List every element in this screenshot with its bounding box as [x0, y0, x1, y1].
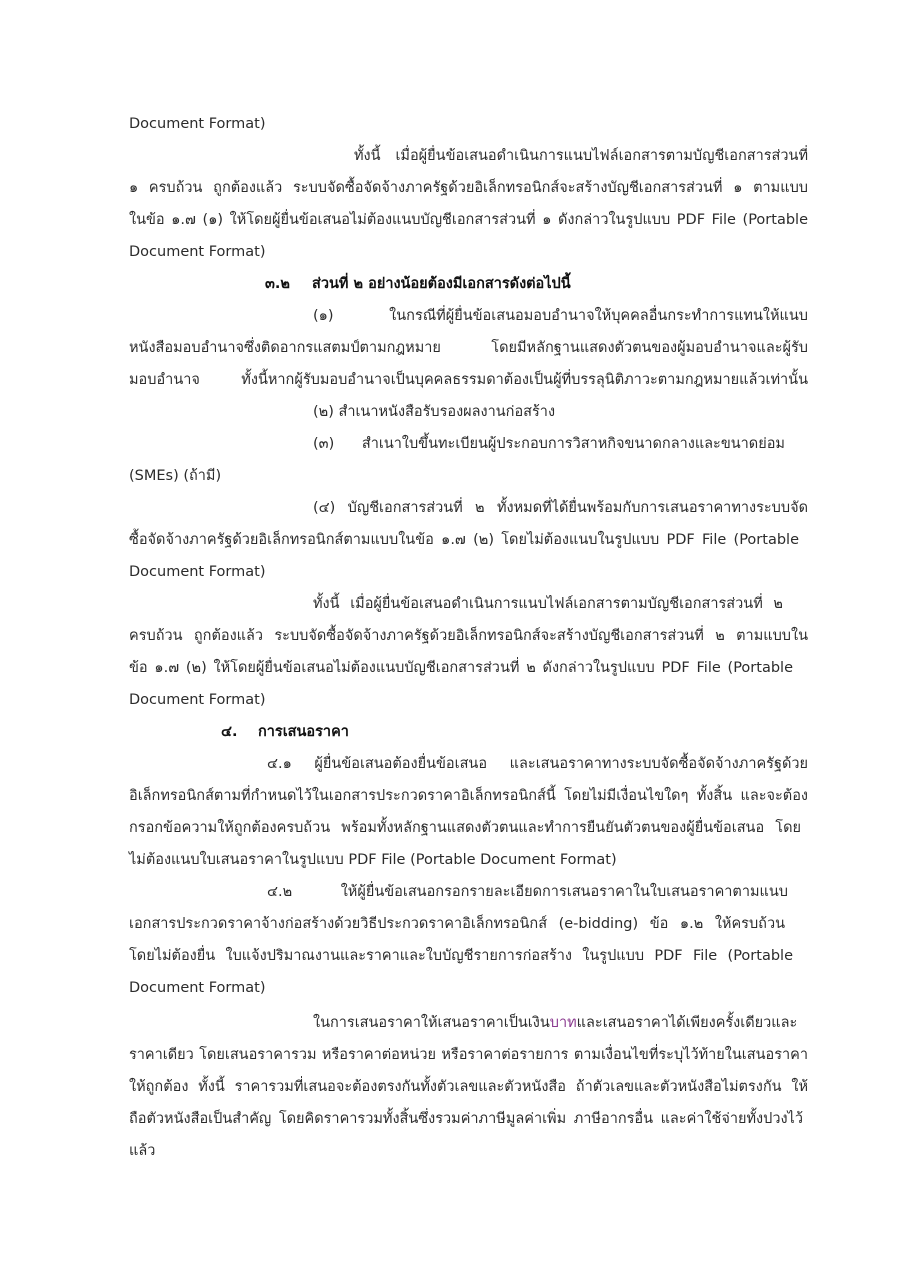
text-line: ถือตัวหนังสือเป็นสำคัญ โดยคิดราคารวมทั้งสิ้นซึ่งรวมค่าภาษีมูลค่าเพิ่ม ภาษีอากรอื่น และค่าใช้จ่ายทั้งปวงไว้	[129, 1111, 803, 1127]
text-line: ให้ถูกต้อง ทั้งนี้ ราคารวมที่เสนอจะต้องตรงกันทั้งตัวเลขและตัวหนังสือ ถ้าตัวเลขและตัวหนังสือไม่ตรงกัน ให้	[129, 1079, 808, 1095]
section-number: ๔.	[221, 724, 238, 740]
text-line: แล้ว	[129, 1143, 156, 1159]
text-line: ทั้งนี้ เมื่อผู้ยื่นข้อเสนอดำเนินการแนบไฟล์เอกสารตามบัญชีเอกสารส่วนที่	[354, 148, 808, 164]
text-line: (๔) บัญชีเอกสารส่วนที่ ๒ ทั้งหมดที่ได้ยื่นพร้อมกับการเสนอราคาทางระบบจัด	[313, 500, 808, 516]
text-line: ทั้งนี้ เมื่อผู้ยื่นข้อเสนอดำเนินการแนบไฟล์เอกสารตามบัญชีเอกสารส่วนที่ ๒	[313, 596, 783, 612]
text-line: ในข้อ ๑.๗ (๑) ให้โดยผู้ยื่นข้อเสนอไม่ต้องแนบบัญชีเอกสารส่วนที่ ๑ ดังกล่าวในรูปแบบ PDF File (Portable	[129, 212, 808, 228]
text-segment: และเสนอราคาได้เพียงครั้งเดียวและ	[576, 1015, 798, 1031]
text-line: ๑ ครบถ้วน ถูกต้องแล้ว ระบบจัดซื้อจัดจ้างภาครัฐด้วยอิเล็กทรอนิกส์จะสร้างบัญชีเอกสารส่วนที่ ๑ ตามแบบ	[129, 180, 808, 196]
text-line: ซื้อจัดจ้างภาครัฐด้วยอิเล็กทรอนิกส์ตามแบบในข้อ ๑.๗ (๒) โดยไม่ต้องแนบในรูปแบบ PDF File (Portable	[129, 532, 799, 548]
text-line: มอบอำนาจ ทั้งนี้หากผู้รับมอบอำนาจเป็นบุคคลธรรมดาต้องเป็นผู้ที่บรรลุนิติภาวะตามกฎหมายแล้วเท่านั้น	[129, 372, 808, 388]
text-segment: ในการเสนอราคาให้เสนอราคาเป็นเงิน	[313, 1015, 550, 1031]
text-line: ข้อ ๑.๗ (๒) ให้โดยผู้ยื่นข้อเสนอไม่ต้องแนบบัญชีเอกสารส่วนที่ ๒ ดังกล่าวในรูปแบบ PDF File (Portable	[129, 660, 793, 676]
text-line: Document Format)	[129, 244, 266, 260]
section-heading: ส่วนที่ ๒ อย่างน้อยต้องมีเอกสารดังต่อไปนี้	[312, 276, 571, 292]
text-line: Document Format)	[129, 116, 266, 132]
text-line: อิเล็กทรอนิกส์ตามที่กำหนดไว้ในเอกสารประกวดราคาอิเล็กทรอนิกส์นี้ โดยไม่มีเงื่อนไขใดๆ ทั้งสิ้น และจะต้อง	[129, 788, 808, 804]
text-line: (๑) ในกรณีที่ผู้ยื่นข้อเสนอมอบอำนาจให้บุคคลอื่นกระทำการแทนให้แนบ	[313, 308, 808, 324]
text-line: ไม่ต้องแนบใบเสนอราคาในรูปแบบ PDF File (Portable Document Format)	[129, 852, 617, 868]
section-number: ๓.๒	[265, 276, 290, 292]
text-line: Document Format)	[129, 692, 266, 708]
currency-highlight: บาท	[549, 1015, 577, 1031]
text-line: (๓) สำเนาใบขึ้นทะเบียนผู้ประกอบการวิสาหกิจขนาดกลางและขนาดย่อม	[313, 436, 785, 452]
text-line: (SMEs) (ถ้ามี)	[129, 468, 222, 484]
text-line: ครบถ้วน ถูกต้องแล้ว ระบบจัดซื้อจัดจ้างภาครัฐด้วยอิเล็กทรอนิกส์จะสร้างบัญชีเอกสารส่วนที่ ๒ ตามแบบใน	[129, 628, 808, 644]
text-line: กรอกข้อความให้ถูกต้องครบถ้วน พร้อมทั้งหลักฐานแสดงตัวตนและทำการยืนยันตัวตนของผู้ยื่นข้อเสนอ โดย	[129, 820, 801, 836]
section-heading: การเสนอราคา	[258, 724, 349, 740]
text-line: (๒) สำเนาหนังสือรับรองผลงานก่อสร้าง	[313, 404, 556, 420]
text-line: ราคาเดียว โดยเสนอราคารวม หรือราคาต่อหน่วย หรือราคาต่อรายการ ตามเงื่อนไขที่ระบุไว้ท้ายในเสนอราคา	[129, 1047, 808, 1063]
text-line: ๔.๒ ให้ผู้ยื่นข้อเสนอกรอกรายละเอียดการเสนอราคาในใบเสนอราคาตามแนบ	[267, 884, 788, 900]
text-line: Document Format)	[129, 980, 266, 996]
text-line: เอกสารประกวดราคาจ้างก่อสร้างด้วยวิธีประกวดราคาอิเล็กทรอนิกส์ (e-bidding) ข้อ ๑.๒ ให้ครบถ้วน	[129, 916, 785, 932]
text-line: หนังสือมอบอำนาจซึ่งติดอากรแสตมป์ตามกฎหมาย โดยมีหลักฐานแสดงตัวตนของผู้มอบอำนาจและผู้รับ	[129, 340, 808, 356]
text-line: Document Format)	[129, 564, 266, 580]
text-line: ๔.๑ ผู้ยื่นข้อเสนอต้องยื่นข้อเสนอ และเสนอราคาทางระบบจัดซื้อจัดจ้างภาครัฐด้วย	[267, 756, 808, 772]
text-line: โดยไม่ต้องยื่น ใบแจ้งปริมาณงานและราคาและใบบัญชีรายการก่อสร้าง ในรูปแบบ PDF File (Portable	[129, 948, 793, 964]
text-line	[313, 1013, 797, 1033]
